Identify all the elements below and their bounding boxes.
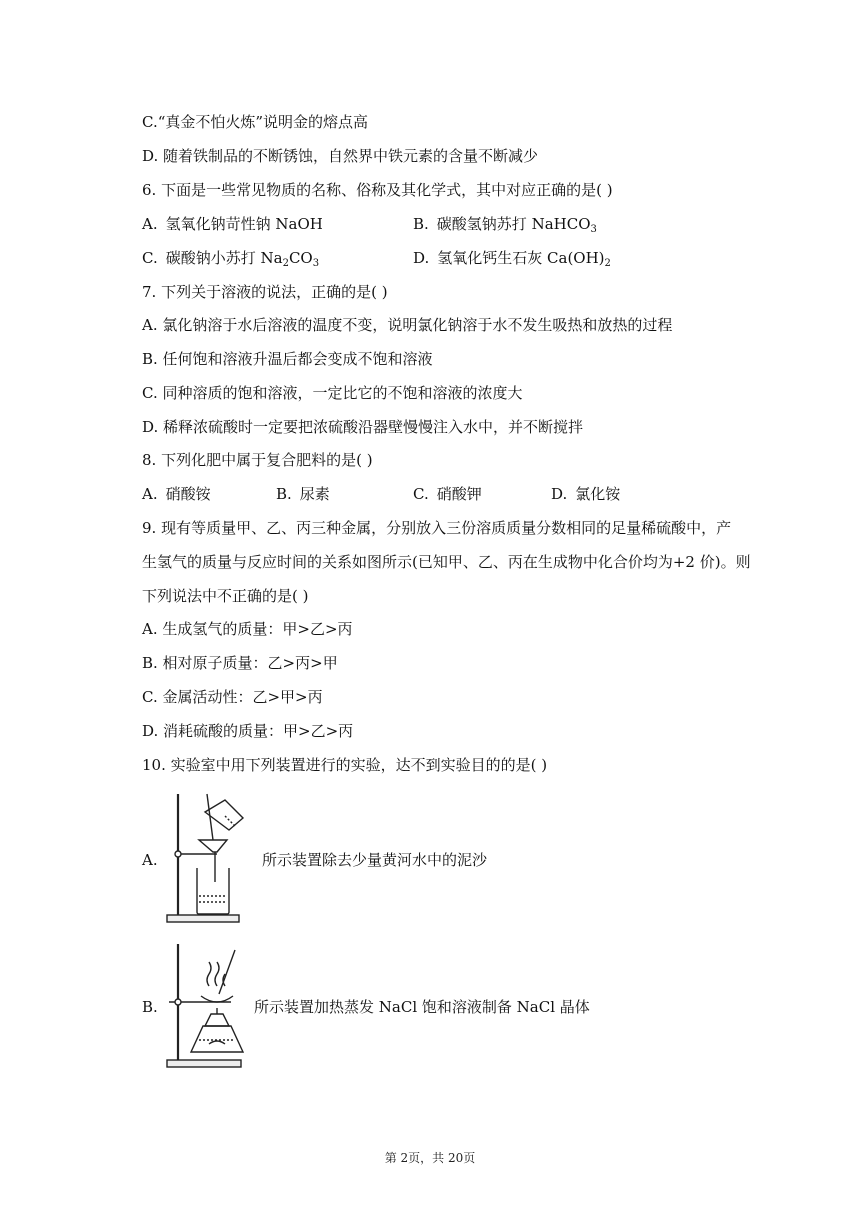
option-text: 硝酸铵 xyxy=(165,485,211,503)
option-text: 尿素 xyxy=(299,485,330,503)
option-label: A. xyxy=(142,215,158,233)
option-label: A. xyxy=(142,485,158,503)
filtration-apparatus-figure xyxy=(165,790,255,925)
option-label: B. xyxy=(413,215,429,233)
q10-option-b-text: 所示装置加热蒸发 NaCl 饱和溶液制备 NaCl 晶体 xyxy=(254,998,590,1016)
q10-option-a-text: 所示装置除去少量黄河水中的泥沙 xyxy=(262,851,488,869)
subscript: 2 xyxy=(282,258,289,269)
q10-option-a-label: A. xyxy=(142,851,158,869)
subscript: 3 xyxy=(590,224,597,235)
question-6: 6. 下面是一些常见物质的名称、俗称及其化学式，其中对应正确的是( ) xyxy=(142,181,613,199)
q8-option-b xyxy=(276,483,330,505)
q9-option-a: A. 生成氢气的质量：甲>乙>丙 xyxy=(142,620,353,638)
evaporation-apparatus-figure xyxy=(165,942,255,1070)
q7-option-d: D. 稀释浓硫酸时一定要把浓硫酸沿器壁慢慢注入水中，并不断搅拌 xyxy=(142,418,584,436)
q6-option-c xyxy=(142,247,319,275)
option-label: D. xyxy=(551,485,568,503)
line-c-prev: C.“真金不怕火炼”说明金的熔点高 xyxy=(142,113,369,131)
q7-option-a: A. 氯化钠溶于水后溶液的温度不变，说明氯化钠溶于水不发生吸热和放热的过程 xyxy=(142,316,673,334)
option-text: 氯化铵 xyxy=(575,485,621,503)
option-label: B. xyxy=(276,485,292,503)
line-d-prev: D. 随着铁制品的不断锈蚀，自然界中铁元素的含量不断减少 xyxy=(142,147,539,165)
option-label: C. xyxy=(142,249,158,267)
page-footer: 第 2页，共 20页 xyxy=(384,1151,476,1165)
option-text: 碳酸氢钠苏打 NaHCO xyxy=(436,215,591,233)
question-7: 7. 下列关于溶液的说法，正确的是( ) xyxy=(142,283,388,301)
q6-option-a xyxy=(142,213,323,235)
q10-option-b-label: B. xyxy=(142,998,158,1016)
option-text: 碳酸钠小苏打 Na xyxy=(165,249,283,267)
q8-option-a xyxy=(142,483,211,505)
subscript: 2 xyxy=(604,258,611,269)
q9-option-b: B. 相对原子质量：乙>丙>甲 xyxy=(142,654,338,672)
subscript: 3 xyxy=(312,258,320,269)
option-label: C. xyxy=(413,485,429,503)
q8-option-d xyxy=(551,483,620,505)
option-text: 氢氧化钠苛性钠 NaOH xyxy=(165,215,323,233)
option-text: CO xyxy=(288,249,313,267)
question-9-line-2: 生氢气的质量与反应时间的关系如图所示(已知甲、乙、丙在生成物中化合价均为+2 价)。则 xyxy=(142,553,751,571)
question-9-line-3: 下列说法中不正确的是( ) xyxy=(142,587,309,605)
question-9-line-1: 9. 现有等质量甲、乙、丙三种金属，分别放入三份溶质质量分数相同的足量稀硫酸中，产 xyxy=(142,519,732,537)
q9-option-c: C. 金属活动性：乙>甲>丙 xyxy=(142,688,323,706)
q6-option-d xyxy=(413,247,611,275)
option-text: 氢氧化钙生石灰 Ca(OH) xyxy=(437,249,605,267)
q6-option-b xyxy=(413,213,597,241)
question-8: 8. 下列化肥中属于复合肥料的是( ) xyxy=(142,451,373,469)
q7-option-c: C. 同种溶质的饱和溶液，一定比它的不饱和溶液的浓度大 xyxy=(142,384,523,402)
option-label: D. xyxy=(413,249,430,267)
q8-option-c xyxy=(413,483,482,505)
q9-option-d: D. 消耗硫酸的质量：甲>乙>丙 xyxy=(142,722,354,740)
q7-option-b: B. 任何饱和溶液升温后都会变成不饱和溶液 xyxy=(142,350,433,368)
question-10: 10. 实验室中用下列装置进行的实验，达不到实验目的的是( ) xyxy=(142,756,548,774)
option-text: 硝酸钾 xyxy=(436,485,482,503)
